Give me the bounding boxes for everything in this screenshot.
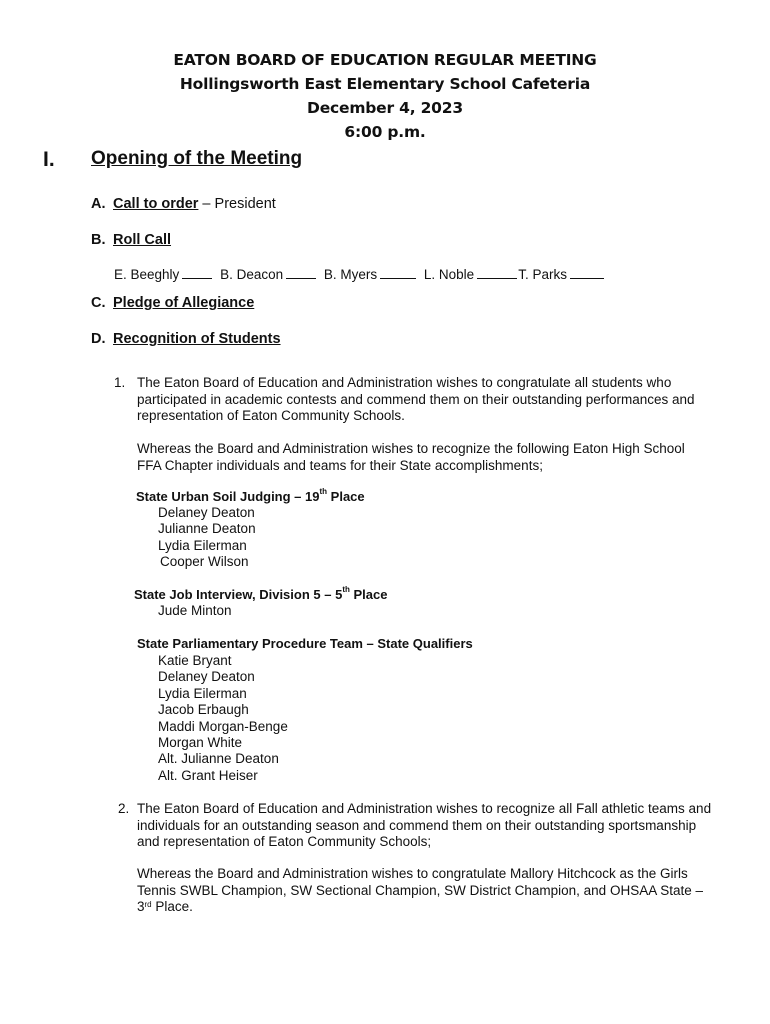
- roll-blank: [380, 267, 416, 279]
- whereas-text: Whereas the Board and Administration wishes to congratulate Mallory Hitchcock as the Girls Tennis SWBL Champion, SW Sectional Champion, SW District Champion, and OHSAA State – 3: [137, 866, 703, 914]
- item-title: Pledge of Allegiance: [113, 295, 255, 311]
- name-list: [158, 505, 256, 571]
- paragraph-number: 1.: [114, 375, 126, 390]
- student-name: Morgan White: [158, 735, 243, 751]
- student-name: Jude Minton: [158, 603, 232, 618]
- roll-blank: [182, 267, 212, 279]
- superscript: th: [319, 487, 328, 496]
- group-title-text: Place: [327, 489, 365, 504]
- superscript: th: [342, 585, 350, 594]
- item-detail: – President: [198, 196, 276, 212]
- student-name: Alt. Julianne Deaton: [158, 751, 279, 767]
- paragraph-number: 2.: [118, 801, 130, 816]
- item-roll-call: [91, 232, 171, 248]
- roll-member: E. Beeghly: [114, 267, 180, 282]
- group-title-text: Place: [349, 587, 388, 602]
- meeting-title: EATON BOARD OF EDUCATION REGULAR MEETING: [173, 51, 597, 69]
- section-number: I.: [43, 148, 55, 171]
- recognition-whereas-2: [137, 866, 712, 916]
- item-recognition: [91, 331, 281, 347]
- item-label: A.: [91, 196, 106, 212]
- document-header: [0, 48, 770, 144]
- meeting-time: 6:00 p.m.: [344, 123, 426, 141]
- roll-blank: [477, 267, 517, 279]
- roll-blank: [570, 267, 604, 279]
- group-title: [136, 489, 365, 504]
- recognition-whereas-1: Whereas the Board and Administration wishes to recognize the following Eaton High School FFA Chapter individuals and teams for their State accomplishments;: [137, 441, 685, 473]
- student-name: Alt. Grant Heiser: [158, 767, 258, 783]
- meeting-location: Hollingsworth East Elementary School Cafeteria: [179, 75, 591, 93]
- student-name: Julianne Deaton: [158, 521, 256, 537]
- student-name: Delaney Deaton: [158, 669, 255, 685]
- item-label: B.: [91, 232, 106, 248]
- superscript: rd: [144, 900, 152, 909]
- item-pledge: [91, 295, 254, 311]
- roll-member: L. Noble: [423, 267, 475, 282]
- student-name: Katie Bryant: [158, 653, 232, 668]
- group-title-text: State Job Interview, Division 5 – 5: [134, 587, 343, 602]
- name-list: [158, 653, 288, 784]
- meeting-date: December 4, 2023: [307, 99, 463, 117]
- student-name: Cooper Wilson: [160, 554, 249, 570]
- recognition-paragraph-2: The Eaton Board of Education and Administration wishes to recognize all Fall athletic teams and individuals for an outstanding season and commend them on their outstanding sportsmanship and representation of Eaton Community Schools;: [137, 801, 712, 849]
- roll-member: T. Parks: [518, 267, 567, 282]
- group-title: State Parliamentary Procedure Team – State Qualifiers: [137, 636, 473, 651]
- item-label: C.: [91, 295, 106, 311]
- student-name: Lydia Eilerman: [158, 685, 247, 701]
- student-name: Jacob Erbaugh: [158, 702, 249, 718]
- student-name: Delaney Deaton: [158, 505, 255, 520]
- roll-member: B. Myers: [323, 267, 378, 282]
- recognition-paragraph-1: The Eaton Board of Education and Administration wishes to congratulate all students who participated in academic contests and commend them on their outstanding performances and representation of Eaton Community Schools.: [137, 375, 695, 423]
- name-list: [158, 603, 232, 619]
- roll-call-list: [114, 267, 608, 282]
- group-title: [134, 587, 387, 602]
- item-label: D.: [91, 331, 106, 347]
- item-call-to-order: [91, 196, 276, 212]
- section-title: Opening of the Meeting: [91, 148, 303, 169]
- item-title: Recognition of Students: [113, 331, 281, 347]
- student-name: Maddi Morgan-Benge: [158, 718, 288, 734]
- student-name: Lydia Eilerman: [158, 537, 247, 553]
- roll-blank: [286, 267, 316, 279]
- whereas-text: Place.: [151, 899, 193, 914]
- group-title-text: State Urban Soil Judging – 19: [136, 489, 320, 504]
- roll-member: B. Deacon: [220, 267, 284, 282]
- item-title: Call to order: [113, 196, 199, 212]
- item-title: Roll Call: [113, 232, 172, 248]
